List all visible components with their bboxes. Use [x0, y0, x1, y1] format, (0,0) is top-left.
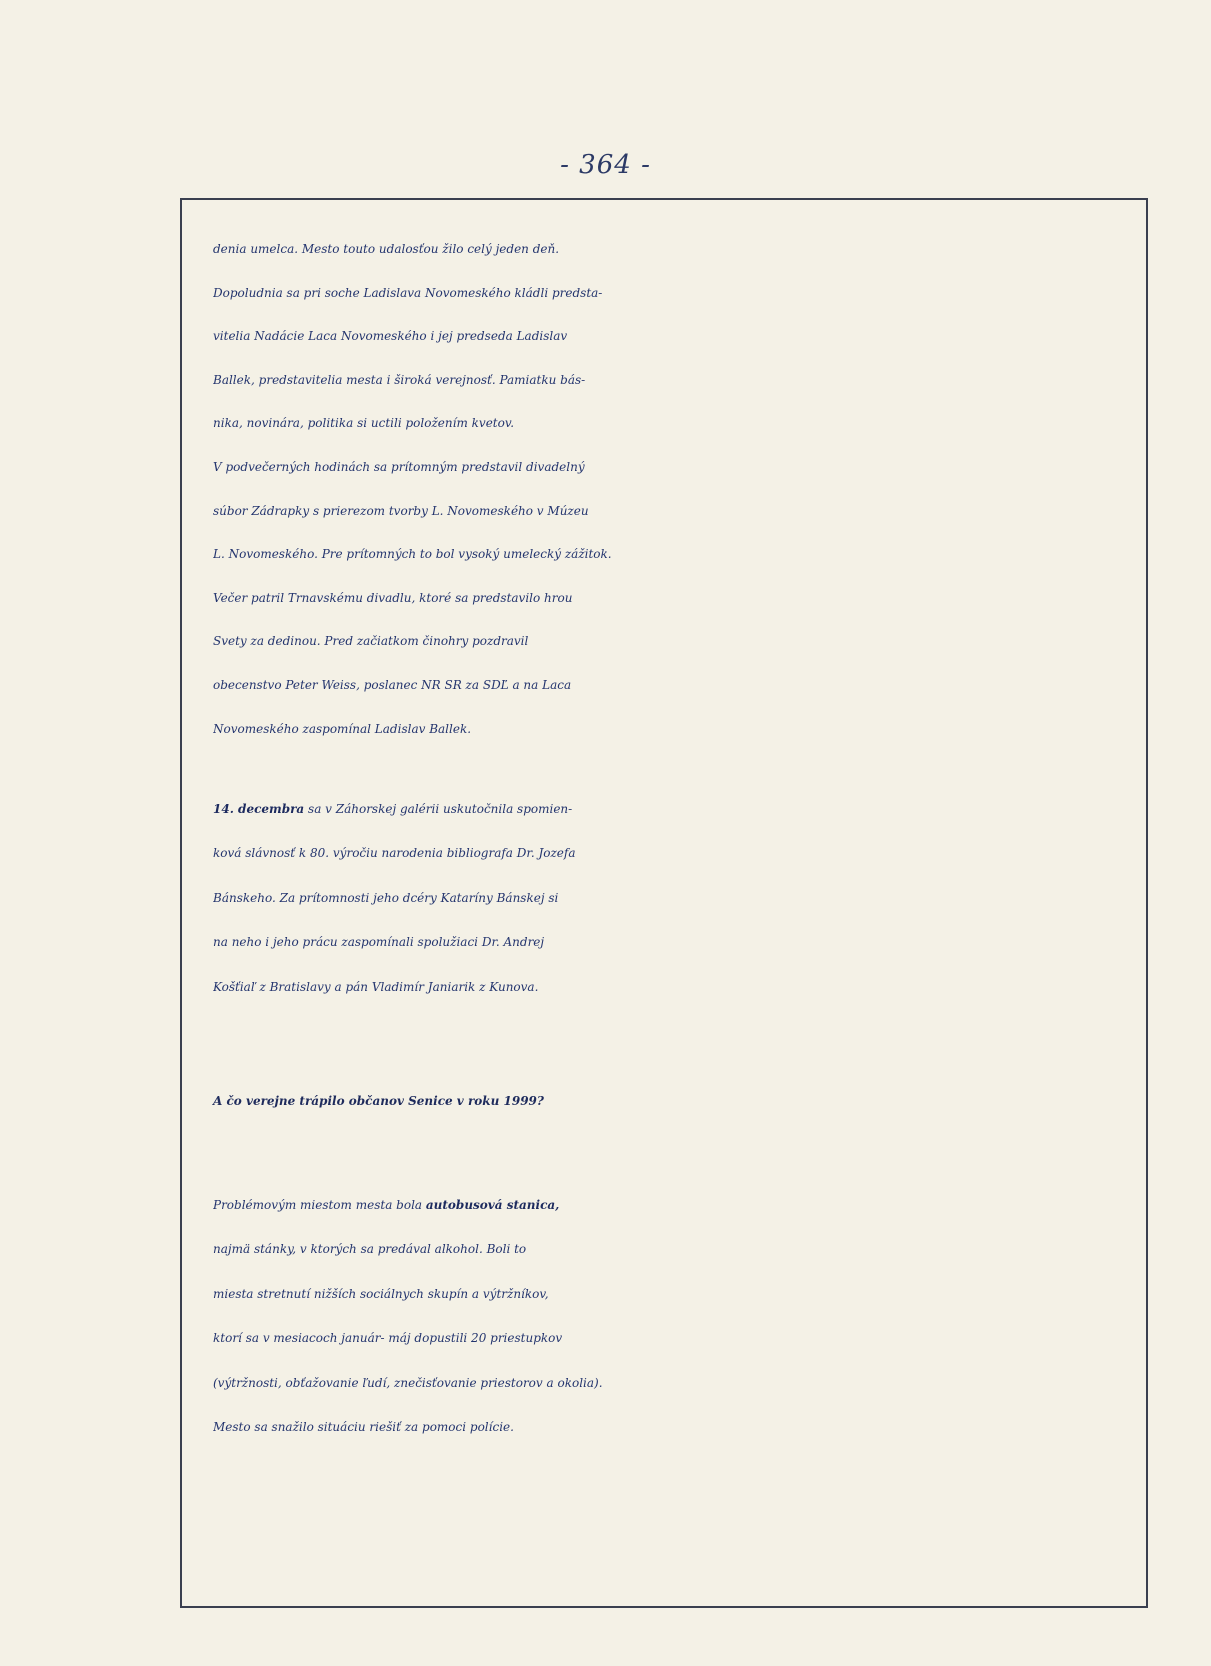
text-line: Večer patril Trnavskému divadlu, ktoré sa predstavilo hrou	[213, 590, 573, 605]
section-heading: A čo verejne trápilo občanov Senice v roku 1999?	[213, 1094, 544, 1108]
text-line	[213, 787, 1133, 831]
date-lead: 14. decembra	[213, 802, 305, 816]
text-line: Mesto sa snažilo situáciu riešiť za pomoci polície.	[213, 1419, 514, 1434]
text-line	[213, 1183, 1133, 1227]
text-line-start: Problémovým miestom mesta bola	[213, 1198, 426, 1212]
page-number: - 364 -	[560, 150, 651, 180]
text-line: Ballek, predstavitelia mesta i široká verejnosť. Pamiatku bás-	[213, 372, 586, 387]
text-line: najmä stánky, v ktorých sa predával alkohol. Boli to	[213, 1242, 527, 1257]
text-line: vitelia Nadácie Laca Novomeského i jej predseda Ladislav	[213, 329, 568, 344]
text-line: L. Novomeského. Pre prítomných to bol vysoký umelecký zážitok.	[213, 547, 612, 562]
text-line: (výtržnosti, obťažovanie ľudí, znečisťovanie priestorov a okolia).	[213, 1375, 603, 1390]
text-line: Košťiaľ z Bratislavy a pán Vladimír Janiarik z Kunova.	[213, 979, 539, 994]
text-line-rest: sa v Záhorskej galérii uskutočnila spomien-	[304, 802, 573, 816]
text-line: obecenstvo Peter Weiss, poslanec NR SR za SDĽ a na Laca	[213, 677, 572, 692]
text-line: súbor Zádrapky s prierezom tvorby L. Novomeského v Múzeu	[213, 503, 589, 518]
paragraph-3	[213, 1183, 1133, 1449]
text-line: Dopoludnia sa pri soche Ladislava Novomeského kládli predsta-	[213, 285, 603, 300]
emphasized-phrase: autobusová stanica,	[425, 1198, 560, 1212]
text-line: nika, novinára, politika si uctili položením kvetov.	[213, 416, 515, 431]
text-line: V podvečerných hodinách sa prítomným predstavil divadelný	[213, 459, 585, 474]
text-line: Svety za dedinou. Pred začiatkom činohry pozdravil	[213, 634, 529, 649]
text-line: ktorí sa v mesiacoch január- máj dopustili 20 priestupkov	[213, 1331, 563, 1346]
text-line: Novomeského zaspomínal Ladislav Ballek.	[213, 721, 472, 736]
text-line: denia umelca. Mesto touto udalosťou žilo celý jeden deň.	[213, 242, 560, 256]
paragraph-1	[213, 228, 1133, 751]
text-line: miesta stretnutí nižších sociálnych skupín a výtržníkov,	[213, 1286, 549, 1301]
paragraph-2	[213, 787, 1133, 1009]
text-line: Bánskeho. Za prítomnosti jeho dcéry Kataríny Bánskej si	[213, 890, 559, 905]
text-line: na neho i jeho prácu zaspomínali spolužiaci Dr. Andrej	[213, 935, 545, 950]
text-line: ková slávnosť k 80. výročiu narodenia bibliografa Dr. Jozefa	[213, 846, 576, 861]
